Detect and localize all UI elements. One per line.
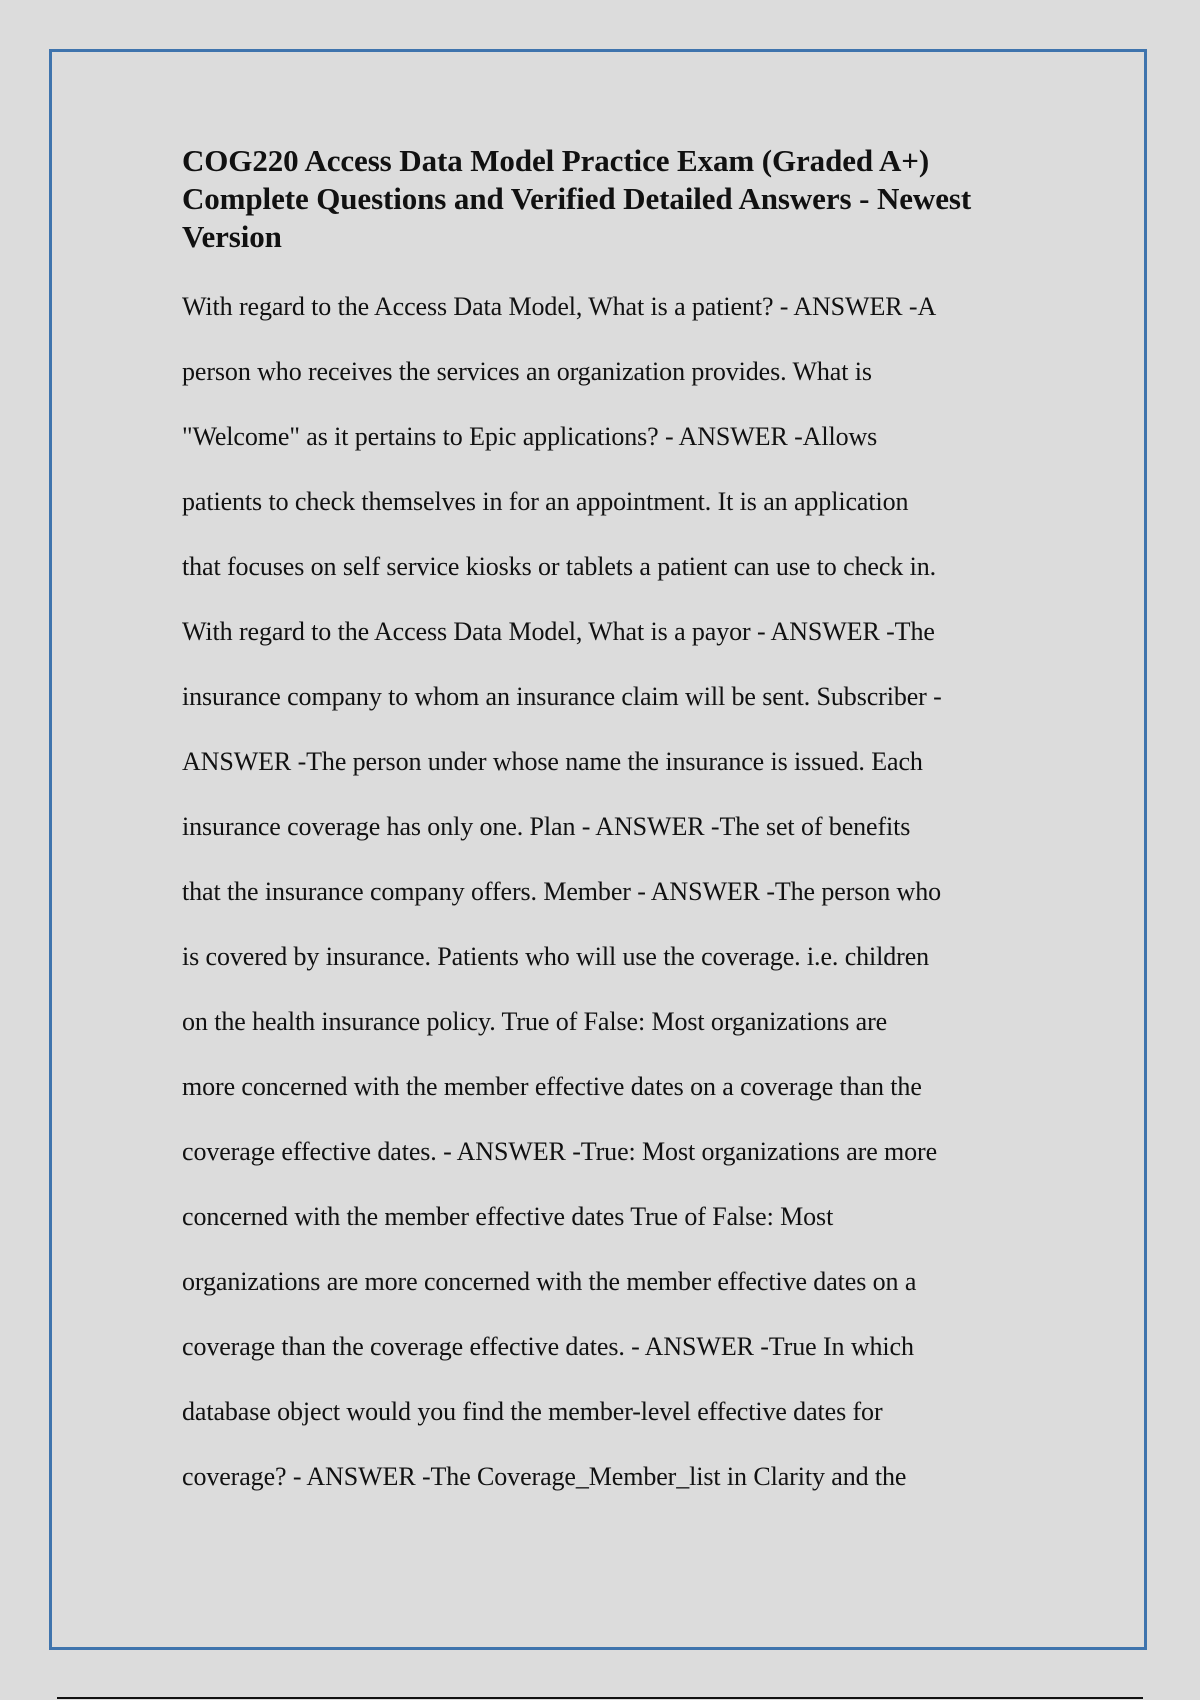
document-title — [182, 142, 1042, 256]
title-line-3: Version — [182, 219, 282, 254]
body-line-11: is covered by insurance. Patients who will use the coverage. i.e. children — [182, 942, 930, 971]
body-line-17: coverage than the coverage effective dates. - ANSWER -True In which — [182, 1332, 914, 1361]
body-line-12: on the health insurance policy. True of False: Most organizations are — [182, 1007, 888, 1036]
body-line-13: more concerned with the member effective dates on a coverage than the — [182, 1072, 922, 1101]
body-line-14: coverage effective dates. - ANSWER -True: Most organizations are more — [182, 1137, 938, 1166]
body-line-18: database object would you find the member-level effective dates for — [182, 1397, 883, 1426]
footer-divider — [57, 1697, 1143, 1699]
title-line-2: Complete Questions and Verified Detailed Answers - Newest — [182, 181, 972, 216]
body-line-1: With regard to the Access Data Model, What is a patient? - ANSWER -A — [182, 292, 937, 321]
body-line-5: that focuses on self service kiosks or tablets a patient can use to check in. — [182, 552, 937, 581]
body-line-15: concerned with the member effective dates True of False: Most — [182, 1202, 834, 1231]
body-line-10: that the insurance company offers. Member - ANSWER -The person who — [182, 877, 941, 906]
title-line-1: COG220 Access Data Model Practice Exam (Graded A+) — [182, 143, 930, 178]
document-content — [182, 142, 1042, 1509]
body-line-6: With regard to the Access Data Model, What is a payor - ANSWER -The — [182, 617, 935, 646]
body-line-8: ANSWER -The person under whose name the insurance is issued. Each — [182, 747, 923, 776]
body-line-9: insurance coverage has only one. Plan - ANSWER -The set of benefits — [182, 812, 911, 841]
body-line-19: coverage? - ANSWER -The Coverage_Member_list in Clarity and the — [182, 1462, 907, 1491]
body-line-3: "Welcome" as it pertains to Epic applications? - ANSWER -Allows — [182, 422, 878, 451]
body-line-7: insurance company to whom an insurance claim will be sent. Subscriber - — [182, 682, 942, 711]
body-line-4: patients to check themselves in for an appointment. It is an application — [182, 487, 909, 516]
document-body — [182, 274, 1042, 1509]
body-line-16: organizations are more concerned with the member effective dates on a — [182, 1267, 917, 1296]
body-line-2: person who receives the services an organization provides. What is — [182, 357, 872, 386]
